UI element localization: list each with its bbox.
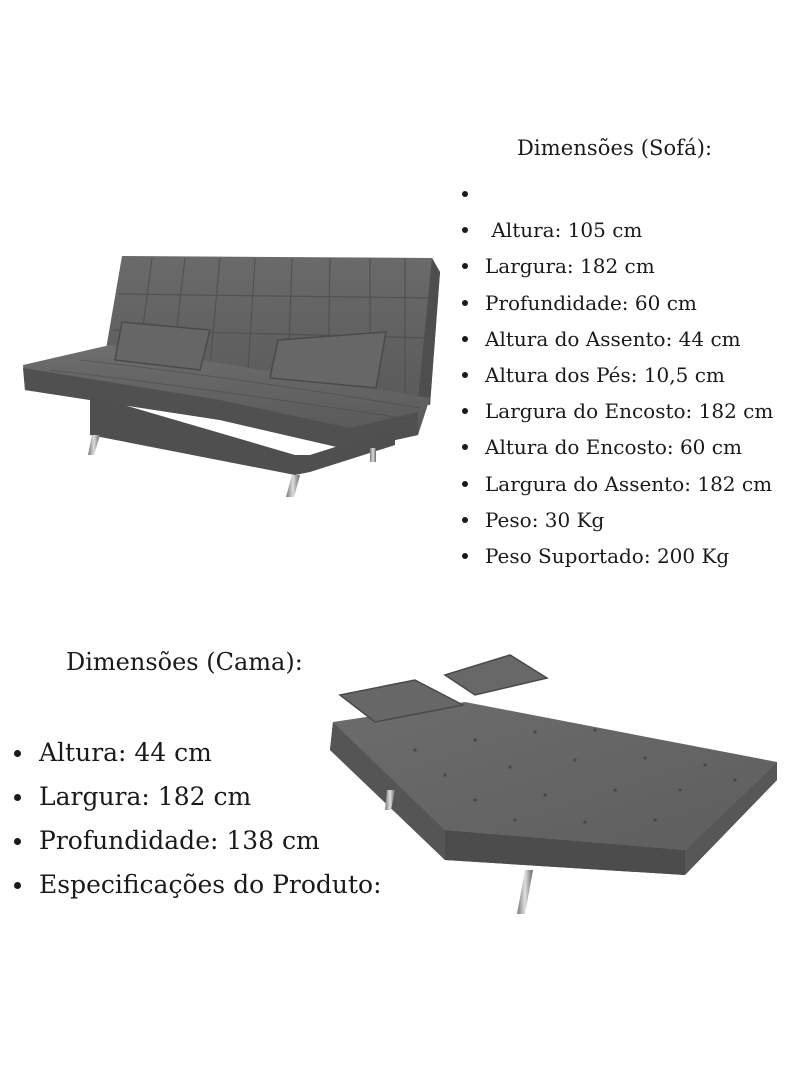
list-item: Altura: 44 cm	[14, 731, 382, 775]
list-item: Largura: 182 cm	[14, 775, 382, 819]
list-item: Peso Suportado: 200 Kg	[462, 538, 773, 574]
list-item: Largura: 182 cm	[462, 248, 773, 284]
list-item: Largura do Encosto: 182 cm	[462, 393, 773, 429]
list-item: Especificações do Produto:	[14, 863, 382, 907]
sofa-dimensions-list	[462, 176, 773, 574]
sofa-dimensions-title: Dimensões (Sofá):	[517, 136, 713, 160]
list-item: Altura do Encosto: 60 cm	[462, 429, 773, 465]
list-item: Profundidade: 60 cm	[462, 285, 773, 321]
sofa-image	[20, 250, 445, 505]
list-item	[462, 176, 773, 212]
list-item: Altura dos Pés: 10,5 cm	[462, 357, 773, 393]
list-item: Profundidade: 138 cm	[14, 819, 382, 863]
list-item: Altura do Assento: 44 cm	[462, 321, 773, 357]
bed-image	[325, 650, 785, 925]
list-item: Largura do Assento: 182 cm	[462, 466, 773, 502]
bed-dimensions-title: Dimensões (Cama):	[66, 648, 303, 676]
list-item: Peso: 30 Kg	[462, 502, 773, 538]
list-item: Altura: 105 cm	[462, 212, 773, 248]
